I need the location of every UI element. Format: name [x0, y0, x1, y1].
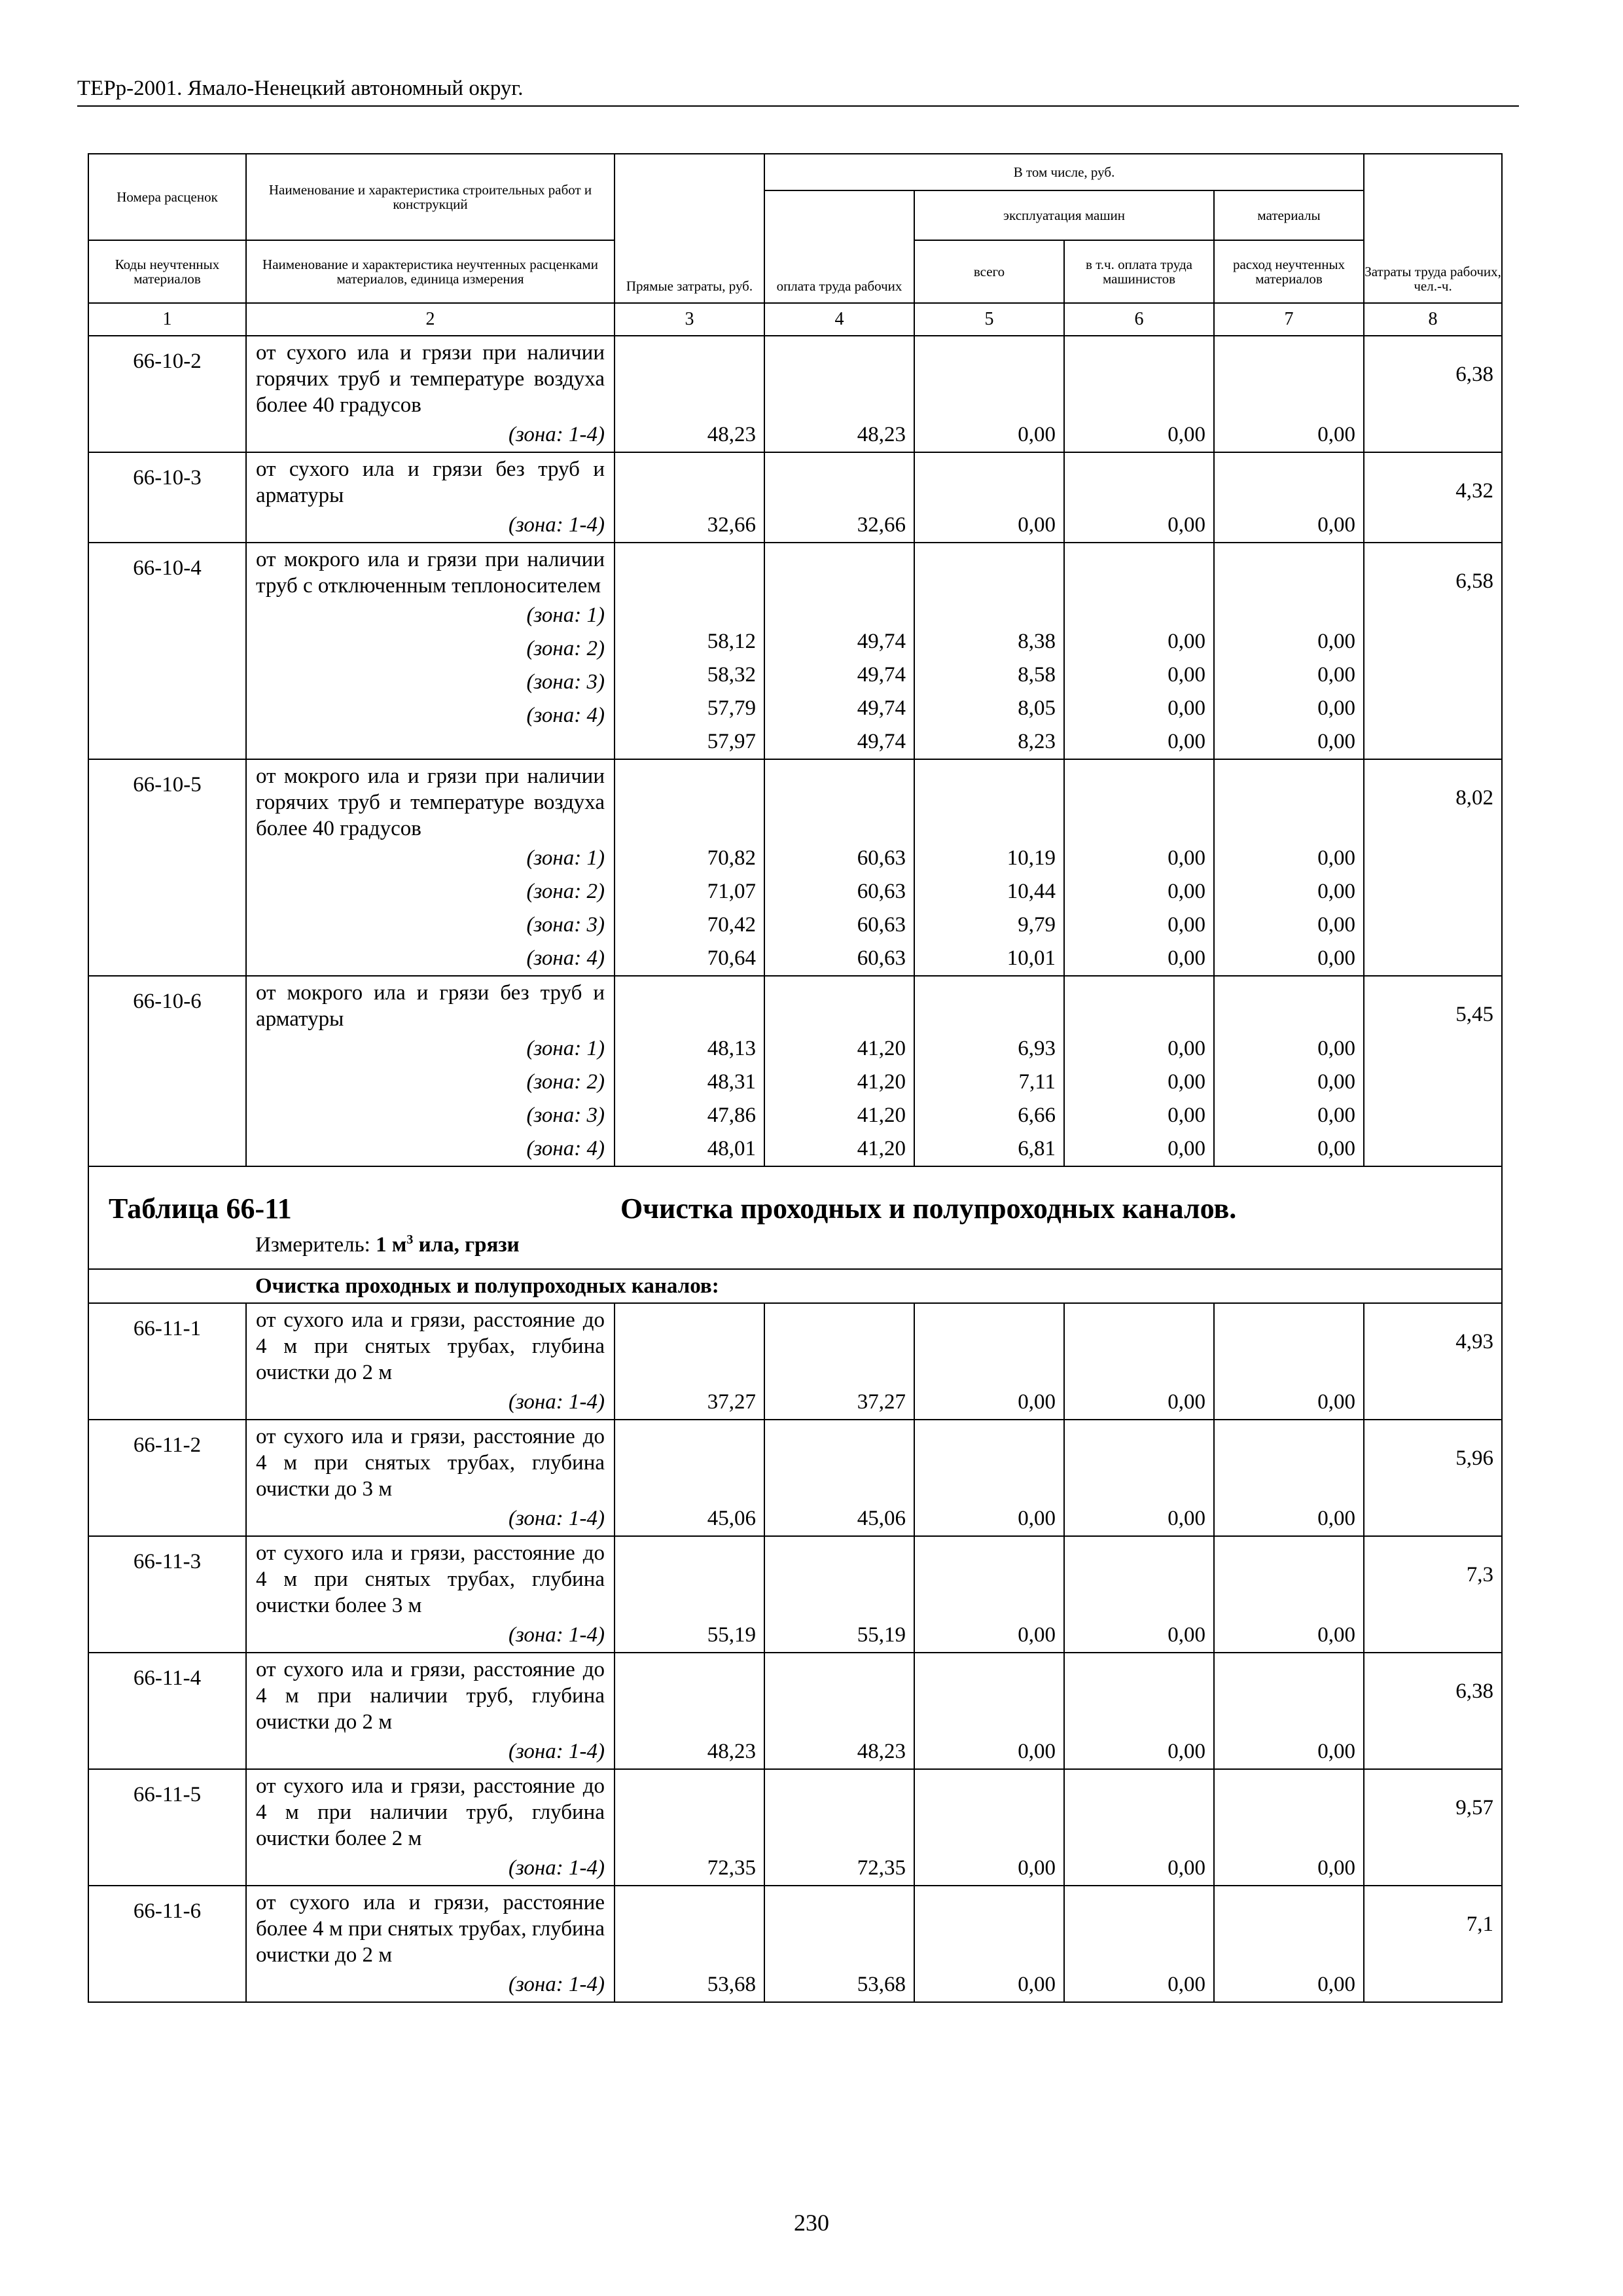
value-direct: 55,19	[707, 1623, 756, 1647]
value-operators: 0,00	[1168, 1070, 1205, 1094]
column-number: 1	[88, 303, 246, 336]
rate-code: 66-11-1	[133, 1317, 202, 1340]
value-operators: 0,00	[1168, 846, 1205, 870]
value-direct: 57,97	[707, 730, 756, 753]
rate-code: 66-11-4	[133, 1666, 202, 1690]
rate-code: 66-11-5	[133, 1783, 202, 1806]
zone-label: (зона: 3)	[526, 913, 605, 937]
table-row	[88, 1536, 1502, 1653]
value-wages: 48,23	[857, 1740, 906, 1763]
value-operators: 0,00	[1168, 1137, 1205, 1160]
col7-header: расход неучтенных материалов	[1214, 240, 1364, 303]
rate-code: 66-10-6	[133, 990, 202, 1013]
table-row	[88, 336, 1502, 452]
col1-header-top: Номера расценок	[88, 154, 246, 240]
rate-code: 66-11-3	[133, 1550, 202, 1573]
value-materials: 0,00	[1317, 880, 1356, 903]
value-materials: 0,00	[1317, 1973, 1356, 1996]
value-machines: 8,23	[1018, 730, 1056, 753]
column-number: 3	[615, 303, 764, 336]
value-wages: 45,06	[857, 1507, 906, 1530]
labor-cost: 5,96	[1455, 1446, 1494, 1470]
value-materials: 0,00	[1317, 513, 1356, 537]
value-operators: 0,00	[1168, 663, 1205, 687]
zone-label: (зона: 2)	[526, 1070, 605, 1094]
value-operators: 0,00	[1168, 1856, 1205, 1880]
value-machines: 0,00	[1018, 1973, 1056, 1996]
value-machines: 10,19	[1007, 846, 1056, 870]
col5-header: всего	[914, 240, 1064, 303]
zone-label: (зона: 4)	[526, 1137, 605, 1160]
value-materials: 0,00	[1317, 1740, 1356, 1763]
column-number: 6	[1064, 303, 1214, 336]
zone-label: (зона: 4)	[526, 704, 605, 727]
value-machines: 8,58	[1018, 663, 1056, 687]
value-operators: 0,00	[1168, 1740, 1205, 1763]
zone-label: (зона: 1-4)	[508, 423, 605, 446]
labor-cost: 8,02	[1455, 786, 1494, 810]
value-operators: 0,00	[1168, 1390, 1205, 1414]
value-operators: 0,00	[1168, 913, 1205, 937]
table-number: Таблица 66-11	[109, 1193, 292, 1225]
value-direct: 48,31	[707, 1070, 756, 1094]
value-machines: 6,66	[1018, 1103, 1056, 1127]
zone-label: (зона: 1-4)	[508, 1507, 605, 1530]
value-direct: 57,79	[707, 696, 756, 720]
table-66-11-caption	[88, 1166, 1502, 1269]
col6-header: в т.ч. оплата труда машинистов	[1064, 240, 1214, 303]
value-materials: 0,00	[1317, 1137, 1356, 1160]
work-description: от сухого ила и грязи, расстояние до 4 м при снятых трубах, глубина очистки до 3 м	[256, 1425, 605, 1501]
zone-label: (зона: 1)	[526, 603, 605, 627]
measure-line: Измеритель: 1 $м^3$ ила, грязи	[255, 1232, 520, 1257]
value-direct: 37,27	[707, 1390, 756, 1414]
value-direct: 70,64	[707, 946, 756, 970]
value-machines: 6,93	[1018, 1037, 1056, 1060]
zone-label: (зона: 1-4)	[508, 1740, 605, 1763]
value-materials: 0,00	[1317, 846, 1356, 870]
value-operators: 0,00	[1168, 1623, 1205, 1647]
table-row	[88, 543, 1502, 759]
table-row	[88, 1420, 1502, 1536]
value-operators: 0,00	[1168, 946, 1205, 970]
value-materials: 0,00	[1317, 1390, 1356, 1414]
rate-code: 66-11-2	[133, 1433, 202, 1457]
zone-label: (зона: 3)	[526, 1103, 605, 1127]
value-wages: 37,27	[857, 1390, 906, 1414]
value-wages: 60,63	[857, 913, 906, 937]
value-wages: 49,74	[857, 630, 906, 653]
value-wages: 72,35	[857, 1856, 906, 1880]
work-description: от мокрого ила и грязи при наличии горячих труб и температуре воздуха более 40 градусов	[256, 764, 605, 840]
value-wages: 60,63	[857, 846, 906, 870]
column-number: 5	[914, 303, 1064, 336]
work-description: от сухого ила и грязи, расстояние более 4 м при снятых трубах, глубина очистки до 2 м	[256, 1891, 605, 1967]
value-wages: 41,20	[857, 1070, 906, 1094]
value-wages: 41,20	[857, 1137, 906, 1160]
section-subheading: Очистка проходных и полупроходных каналов:	[88, 1269, 1502, 1303]
value-materials: 0,00	[1317, 1103, 1356, 1127]
value-wages: 41,20	[857, 1103, 906, 1127]
value-wages: 41,20	[857, 1037, 906, 1060]
value-operators: 0,00	[1168, 423, 1205, 446]
value-wages: 49,74	[857, 696, 906, 720]
zone-label: (зона: 2)	[526, 880, 605, 903]
work-description: от сухого ила и грязи, расстояние до 4 м при наличии труб, глубина очистки более 2 м	[256, 1774, 605, 1850]
labor-cost: 6,58	[1455, 569, 1494, 593]
work-description: от сухого ила и грязи при наличии горячих труб и температуре воздуха более 40 градусов	[256, 341, 605, 417]
value-operators: 0,00	[1168, 1037, 1205, 1060]
value-direct: 71,07	[707, 880, 756, 903]
column-number: 2	[246, 303, 615, 336]
value-wages: 60,63	[857, 946, 906, 970]
value-machines: 6,81	[1018, 1137, 1056, 1160]
value-materials: 0,00	[1317, 946, 1356, 970]
value-direct: 70,42	[707, 913, 756, 937]
value-materials: 0,00	[1317, 1623, 1356, 1647]
labor-cost: 9,57	[1455, 1796, 1494, 1820]
value-machines: 0,00	[1018, 423, 1056, 446]
zone-label: (зона: 1-4)	[508, 513, 605, 537]
col8-header: Затраты труда рабочих, чел.-ч.	[1364, 154, 1502, 303]
value-direct: 48,01	[707, 1137, 756, 1160]
value-machines: 0,00	[1018, 513, 1056, 537]
zone-label: (зона: 1)	[526, 1037, 605, 1060]
value-operators: 0,00	[1168, 730, 1205, 753]
labor-cost: 7,3	[1466, 1563, 1494, 1587]
value-direct: 53,68	[707, 1973, 756, 1996]
value-wages: 55,19	[857, 1623, 906, 1647]
work-description: от мокрого ила и грязи при наличии труб с отключенным теплоносителем	[256, 548, 605, 598]
table-row	[88, 759, 1502, 976]
value-wages: 53,68	[857, 1973, 906, 1996]
zone-label: (зона: 4)	[526, 946, 605, 970]
materials-header: материалы	[1214, 190, 1364, 240]
work-description: от мокрого ила и грязи без труб и арматуры	[256, 981, 605, 1031]
work-description: от сухого ила и грязи, расстояние до 4 м при наличии труб, глубина очистки до 2 м	[256, 1658, 605, 1734]
value-operators: 0,00	[1168, 630, 1205, 653]
value-materials: 0,00	[1317, 913, 1356, 937]
value-direct: 48,23	[707, 1740, 756, 1763]
work-description: от сухого ила и грязи, расстояние до 4 м при снятых трубах, глубина очистки более 3 м	[256, 1541, 605, 1617]
rate-code: 66-11-6	[133, 1899, 202, 1923]
value-machines: 0,00	[1018, 1390, 1056, 1414]
machines-header: эксплуатация машин	[914, 190, 1214, 240]
value-materials: 0,00	[1317, 1507, 1356, 1530]
value-direct: 45,06	[707, 1507, 756, 1530]
value-machines: 9,79	[1018, 913, 1056, 937]
value-wages: 49,74	[857, 663, 906, 687]
value-operators: 0,00	[1168, 1507, 1205, 1530]
column-number: 7	[1214, 303, 1364, 336]
value-materials: 0,00	[1317, 630, 1356, 653]
value-machines: 0,00	[1018, 1740, 1056, 1763]
value-operators: 0,00	[1168, 880, 1205, 903]
work-description: от сухого ила и грязи, расстояние до 4 м при снятых трубах, глубина очистки до 2 м	[256, 1308, 605, 1384]
value-operators: 0,00	[1168, 696, 1205, 720]
value-operators: 0,00	[1168, 1103, 1205, 1127]
zone-label: (зона: 1-4)	[508, 1973, 605, 1996]
table-row	[88, 976, 1502, 1166]
col3-header: Прямые затраты, руб.	[615, 154, 764, 303]
rate-code: 66-10-4	[133, 556, 202, 580]
value-machines: 0,00	[1018, 1507, 1056, 1530]
labor-cost: 6,38	[1455, 363, 1494, 386]
column-number: 8	[1364, 303, 1502, 336]
value-machines: 8,05	[1018, 696, 1056, 720]
value-wages: 48,23	[857, 423, 906, 446]
table-row	[88, 1303, 1502, 1420]
value-operators: 0,00	[1168, 1973, 1205, 1996]
rate-code: 66-10-5	[133, 773, 202, 797]
value-materials: 0,00	[1317, 1070, 1356, 1094]
zone-label: (зона: 1-4)	[508, 1623, 605, 1647]
value-materials: 0,00	[1317, 423, 1356, 446]
value-direct: 72,35	[707, 1856, 756, 1880]
value-materials: 0,00	[1317, 663, 1356, 687]
labor-cost: 6,38	[1455, 1679, 1494, 1703]
value-materials: 0,00	[1317, 1856, 1356, 1880]
work-description: от сухого ила и грязи без труб и арматуры	[256, 457, 605, 507]
value-operators: 0,00	[1168, 513, 1205, 537]
col2-header-top: Наименование и характеристика строительных работ и конструкций	[246, 154, 615, 240]
value-direct: 58,12	[707, 630, 756, 653]
running-header: ТЕРр-2001. Ямало-Ненецкий автономный округ.	[77, 75, 1519, 107]
value-machines: 8,38	[1018, 630, 1056, 653]
value-machines: 0,00	[1018, 1623, 1056, 1647]
zone-label: (зона: 1)	[526, 846, 605, 870]
value-wages: 32,66	[857, 513, 906, 537]
col4-header: оплата труда рабочих	[764, 190, 914, 303]
value-direct: 48,13	[707, 1037, 756, 1060]
rate-code: 66-10-3	[133, 466, 202, 490]
group-header: В том числе, руб.	[764, 154, 1364, 190]
value-materials: 0,00	[1317, 696, 1356, 720]
table-title: Очистка проходных и полупроходных каналов.	[620, 1193, 1237, 1225]
zone-label: (зона: 1-4)	[508, 1390, 605, 1414]
rate-code: 66-10-2	[133, 350, 202, 373]
value-machines: 10,44	[1007, 880, 1056, 903]
value-materials: 0,00	[1317, 1037, 1356, 1060]
value-direct: 48,23	[707, 423, 756, 446]
zone-label: (зона: 1-4)	[508, 1856, 605, 1880]
column-number: 4	[764, 303, 914, 336]
value-wages: 60,63	[857, 880, 906, 903]
value-machines: 10,01	[1007, 946, 1056, 970]
zone-label: (зона: 2)	[526, 637, 605, 660]
rates-table	[88, 153, 1503, 2003]
value-direct: 70,82	[707, 846, 756, 870]
labor-cost: 4,93	[1455, 1330, 1494, 1354]
labor-cost: 7,1	[1466, 1912, 1494, 1936]
labor-cost: 4,32	[1455, 479, 1494, 503]
value-direct: 32,66	[707, 513, 756, 537]
labor-cost: 5,45	[1455, 1003, 1494, 1026]
value-machines: 7,11	[1018, 1070, 1056, 1094]
table-row	[88, 1653, 1502, 1769]
table-row	[88, 1886, 1502, 2002]
value-wages: 49,74	[857, 730, 906, 753]
page-number: 230	[794, 2210, 829, 2236]
zone-label: (зона: 3)	[526, 670, 605, 694]
value-machines: 0,00	[1018, 1856, 1056, 1880]
table-row	[88, 452, 1502, 543]
table-row	[88, 1769, 1502, 1886]
value-direct: 58,32	[707, 663, 756, 687]
value-direct: 47,86	[707, 1103, 756, 1127]
col2-header-bottom: Наименование и характеристика неучтенных расценками материалов, единица измерения	[246, 240, 615, 303]
col1-header-bottom: Коды неучтенных материалов	[88, 240, 246, 303]
value-materials: 0,00	[1317, 730, 1356, 753]
